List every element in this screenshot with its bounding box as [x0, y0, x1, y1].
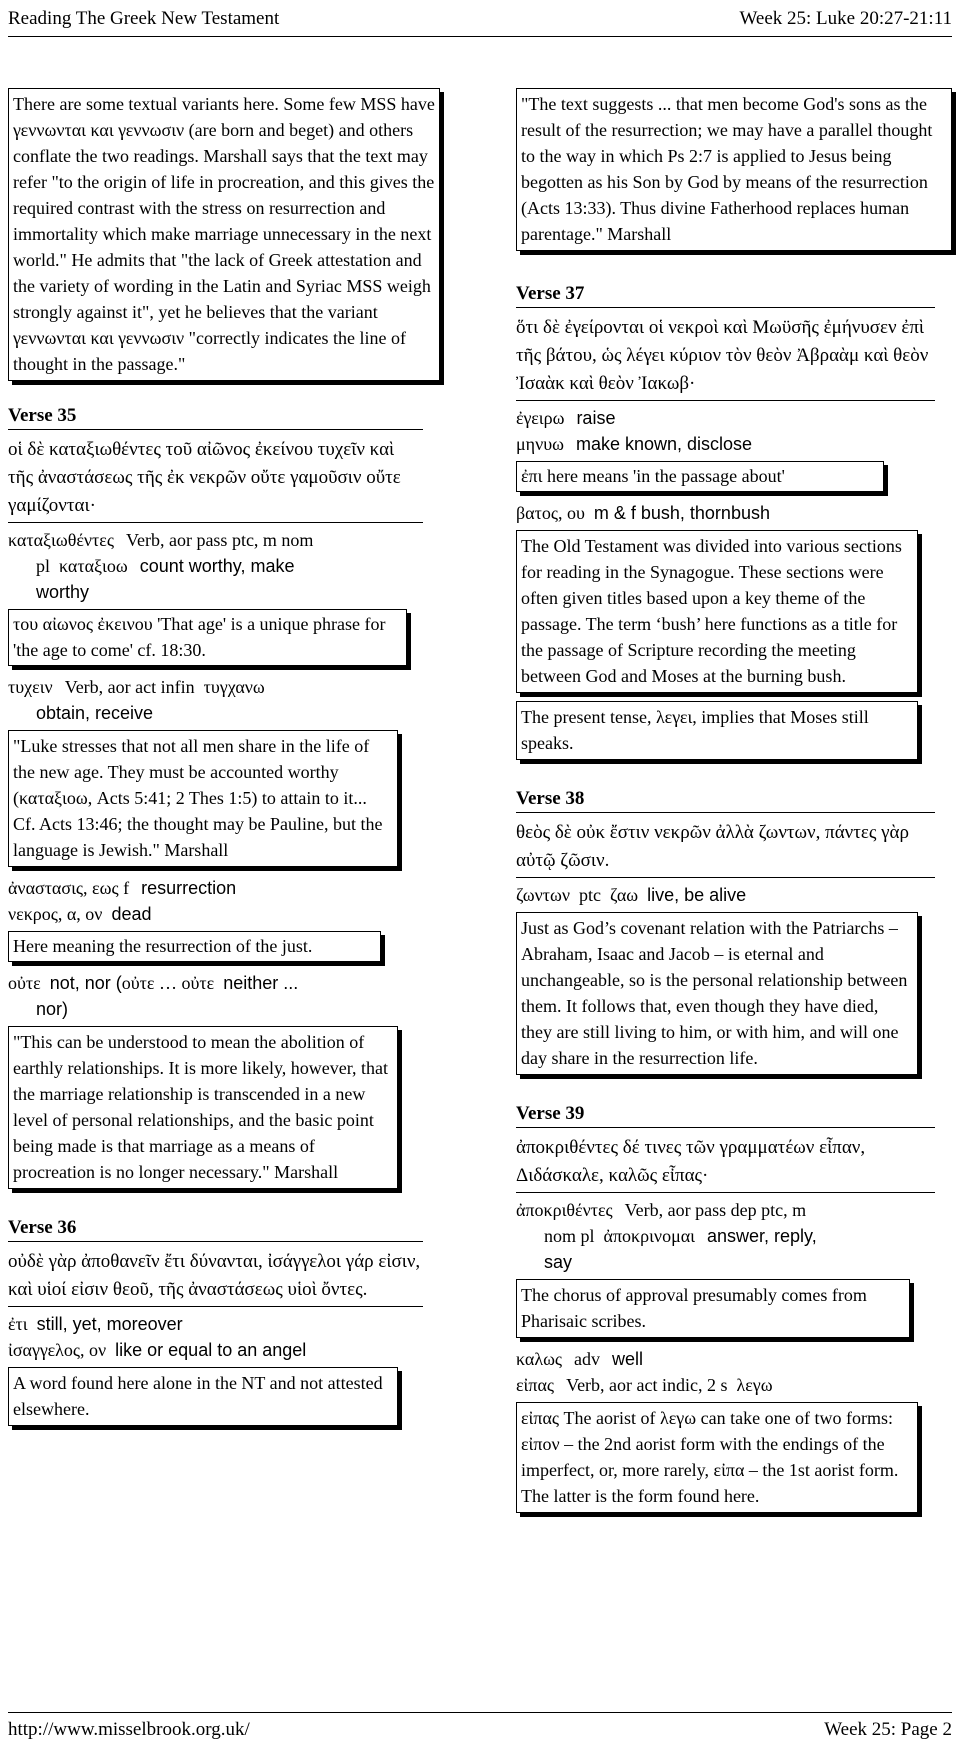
vocab-entry [8, 875, 440, 901]
verse-37-greek-text: ὅτι δὲ ἐγείρονται οἱ νεκροὶ καὶ Μωϋσῆς ἐμήνυσεν ἐπὶ τῆς βάτου, ὡς λέγει κύριον τὸν θεὸν Ἀβραὰμ καὶ θεὸν Ἰσαὰκ καὶ θεὸν Ἰακωβ· [516, 314, 935, 401]
vocab-entry [516, 500, 952, 526]
page-number: Week 25: Page 2 [824, 1719, 952, 1740]
vocab-gloss: still, yet, moreover [36, 1314, 183, 1334]
verse-36-heading: Verse 36 [8, 1215, 423, 1242]
vocab-gloss: answer, reply, [707, 1226, 817, 1246]
that-age-note: του αἰωνος ἐκεινου 'That age' is a unique phrase for 'the age to come' cf. 18:30. [8, 609, 407, 666]
vocab-word: νεκρος, α, ον [8, 904, 103, 924]
vocab-gloss: make known, disclose [575, 434, 753, 454]
bush-title-note: The Old Testament was divided into various sections for reading in the Synagogue. These sections were often given titles based upon a key theme of the passage. The term ‘bush’ here functions as a title for the passage of Scripture recording the meeting between God and Moses at the burning bush. [516, 530, 918, 693]
vocab-gloss: resurrection [141, 878, 237, 898]
vocab-word: μηνυω [516, 434, 564, 454]
vocab-word: ἰσαγγελος, ον [8, 1340, 107, 1360]
vocab-word: εἰπας [516, 1375, 555, 1395]
vocab-gloss-pair: neither ... [223, 973, 299, 993]
vocab-word: βατος, ου [516, 503, 585, 523]
vocab-gloss: count worthy, make [139, 556, 295, 576]
vocab-parse: Verb, aor pass dep ptc, m [624, 1200, 807, 1220]
luke-stresses-quote: "Luke stresses that not all men share in the life of the new age. They must be accounted worthy (καταξιοω, Acts 5:41; 2 Thes 1:5) to attain to it... Cf. Acts 13:46; the thought may be Pauline, but the language is Jewish." Marshall [8, 730, 398, 867]
vocab-gloss-cont: say [544, 1252, 573, 1272]
week-reference: Week 25: Luke 20:27-21:11 [739, 8, 952, 29]
vocab-parse-cont: nom pl [544, 1226, 595, 1246]
vocab-gloss: obtain, receive [36, 703, 154, 723]
vocab-lemma: ζαω [610, 885, 639, 905]
vocab-lemma: ἀποκρινομαι [603, 1226, 695, 1246]
verse-39-heading: Verse 39 [516, 1101, 935, 1128]
vocab-parse: Verb, aor act indic, 2 s [566, 1375, 728, 1395]
covenant-relation-note: Just as God’s covenant relation with the Patriarchs – Abraham, Isaac and Jacob – is eternal and unchangeable, so is the personal relationship between them. It follows that, even though they have died, they are still living to him, or with him, and will one day share in the resurrection life. [516, 912, 918, 1075]
site-url[interactable]: http://www.misselbrook.org.uk/ [8, 1719, 250, 1740]
vocab-word: καλως [516, 1349, 563, 1369]
resurrection-of-just-note: Here meaning the resurrection of the just. [8, 931, 381, 962]
vocab-word: ζωντων [516, 885, 571, 905]
vocab-entry [8, 1311, 440, 1337]
vocab-entry [8, 970, 440, 1022]
vocab-entry [8, 901, 440, 927]
vocab-gloss: like or equal to an angel [115, 1340, 307, 1360]
right-column [516, 88, 952, 1521]
chorus-of-approval-note: The chorus of approval presumably comes from Pharisaic scribes. [516, 1279, 910, 1338]
left-column [8, 88, 440, 1434]
verse-35-greek-text: οἱ δὲ καταξιωθέντες τοῦ αἰῶνος ἐκείνου τυχεῖν καὶ τῆς ἀναστάσεως τῆς ἐκ νεκρῶν οὔτε γαμοῦσιν οὔτε γαμίζονται· [8, 436, 423, 523]
vocab-gloss-cont: nor) [36, 999, 69, 1019]
vocab-entry [516, 1372, 952, 1398]
vocab-word: ἀποκριθέντες [516, 1200, 613, 1220]
vocab-lemma: λεγω [736, 1375, 773, 1395]
vocab-parse: adv [574, 1349, 601, 1369]
vocab-entry [516, 1197, 952, 1275]
vocab-word: οὐτε [8, 973, 41, 993]
vocab-entry [516, 882, 952, 908]
textual-variants-note: There are some textual variants here. Some few MSS have γεννωνται και γεννωσιν (are born and beget) and others conflate the two readings. Marshall says that the text may refer "to the origin of life in procreation, and this gives the required contrast with the stress on resurrection and immortality which make marriage unnecessary in the next world." He admits that "the lack of Greek attestation and the variety of wording in the Latin and Syriac MSS weigh strongly against it", yet he believes that the variant γεννωνται και γεννωσιν "correctly indicates the line of thought in the passage." [8, 88, 440, 381]
vocab-parse: ptc [579, 885, 602, 905]
verse-35-heading: Verse 35 [8, 403, 423, 430]
vocab-gloss: live, be alive [647, 885, 747, 905]
vocab-entry [8, 1337, 440, 1363]
verse-37-heading: Verse 37 [516, 281, 935, 308]
marriage-relationship-quote: "This can be understood to mean the abolition of earthly relationships. It is more likely, however, that the marriage relationship is transcended in a new level of personal relationships, and the basic point being made is that marriage as a means of procreation is no longer necessary." Marshall [8, 1026, 398, 1189]
vocab-entry [516, 431, 952, 457]
vocab-gloss: m & f bush, thornbush [593, 503, 770, 523]
vocab-gloss: well [612, 1349, 644, 1369]
vocab-parse-cont: pl [36, 556, 51, 576]
vocab-parse: Verb, aor act infin [64, 677, 195, 697]
document-title: Reading The Greek New Testament [8, 8, 280, 29]
present-tense-note: The present tense, λεγει, implies that Moses still speaks. [516, 701, 918, 760]
vocab-gloss-cont: worthy [36, 582, 90, 602]
verse-38-greek-text: θεὸς δὲ οὐκ ἔστιν νεκρῶν ἀλλὰ ζωντων, πάντες γὰρ αὐτῷ ζῶσιν. [516, 819, 935, 878]
page-footer [8, 1712, 952, 1743]
epi-note: ἐπι here means 'in the passage about' [516, 461, 884, 492]
vocab-entry [516, 405, 952, 431]
verse-38-heading: Verse 38 [516, 786, 935, 813]
verse-36-greek-text: οὐδὲ γὰρ ἀποθανεῖν ἔτι δύνανται, ἰσάγγελοι γάρ εἰσιν, καὶ υἱοί εἰσιν θεοῦ, τῆς ἀναστάσεως υἱοὶ ὄντες. [8, 1248, 423, 1307]
vocab-parse: Verb, aor pass ptc, m nom [125, 530, 314, 550]
vocab-lemma: καταξιοω [59, 556, 128, 576]
page-header [8, 6, 952, 37]
vocab-word: ἀναστασις, εως f [8, 878, 130, 898]
vocab-entry [8, 527, 440, 605]
vocab-gloss: not, nor ( [49, 973, 122, 993]
aorist-of-lego-note: εἰπας The aorist of λεγω can take one of two forms: εἰπον – the 2nd aorist form with the endings of the imperfect, or, more rarely, εἰπα – the 1st aorist form. The latter is the form found here. [516, 1402, 918, 1513]
vocab-word: ἐτι [8, 1314, 28, 1334]
vocab-gloss: raise [576, 408, 616, 428]
sons-of-god-quote: "The text suggests ... that men become God's sons as the result of the resurrection; we may have a parallel thought to the way in which Ps 2:7 is applied to Jesus being begotten as his Son by God by means of the resurrection (Acts 13:33). Thus divine Fatherhood replaces human parentage." Marshall [516, 88, 952, 251]
vocab-gloss: dead [111, 904, 152, 924]
vocab-entry [8, 674, 440, 726]
vocab-word: ἐγειρω [516, 408, 565, 428]
verse-39-greek-text: ἀποκριθέντες δέ τινες τῶν γραμματέων εἶπαν, Διδάσκαλε, καλῶς εἶπας· [516, 1134, 935, 1193]
hapax-note: A word found here alone in the NT and not attested elsewhere. [8, 1367, 398, 1426]
vocab-entry [516, 1346, 952, 1372]
vocab-word-pair: οὐτε … οὐτε [121, 973, 215, 993]
vocab-lemma: τυγχανω [203, 677, 265, 697]
vocab-word: καταξιωθέντες [8, 530, 114, 550]
vocab-word: τυχειν [8, 677, 53, 697]
